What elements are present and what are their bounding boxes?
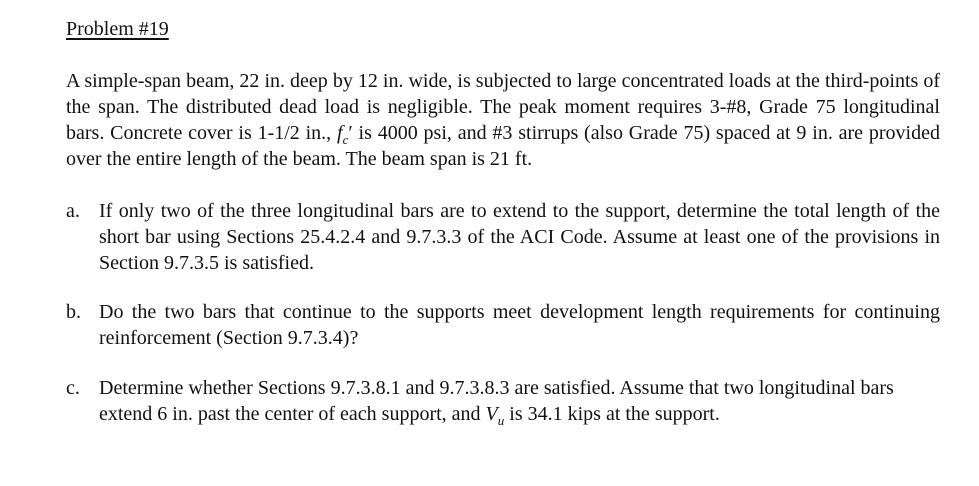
question-b-marker: b. (66, 301, 81, 323)
question-c (66, 375, 940, 427)
question-c-text-part1: Determine whether Sections 9.7.3.8.1 and 9.7.3.8.3 are satisfied. Assume that two longitudinal bars extend 6 in. past the center of each support, and (99, 377, 894, 425)
fc-symbol: f (337, 122, 343, 144)
question-b (66, 299, 940, 351)
question-c-marker: c. (66, 377, 80, 399)
question-c-text-part2: is 34.1 kips at the support. (504, 403, 720, 425)
vu-symbol: V (485, 403, 498, 425)
question-a-marker: a. (66, 200, 80, 222)
question-a (66, 198, 940, 276)
fc-subscript: c (342, 132, 349, 147)
intro-text-part2: is 4000 psi, and #3 stirrups (also Grade 75) spaced at 9 in. are provided over the entire length of the beam. The beam span is 21 ft. (66, 122, 940, 170)
problem-title: Problem #19 (66, 18, 169, 40)
question-b-text: Do the two bars that continue to the supports meet development length requirements for continuing reinforcement (Section 9.7.3.4)? (99, 301, 940, 349)
question-c-text (99, 375, 940, 427)
question-a-text: If only two of the three longitudinal bars are to extend to the support, determine the total length of the short bar using Sections 25.4.2.4 and 9.7.3.3 of the ACI Code. Assume at least one of the provisions in Section 9.7.3.5 is satisfied. (99, 200, 940, 274)
intro-text-part1: A simple-span beam, 22 in. deep by 12 in. wide, is subjected to large concentrated loads at the third-points of the span. The distributed dead load is negligible. The peak moment requires 3-#8, Grade 75 longitudinal bars. Concrete cover is 1-1/2 in., (66, 70, 940, 144)
fc-prime: ′ (348, 122, 353, 144)
vu-subscript: u (497, 413, 505, 428)
problem-statement (66, 68, 940, 172)
